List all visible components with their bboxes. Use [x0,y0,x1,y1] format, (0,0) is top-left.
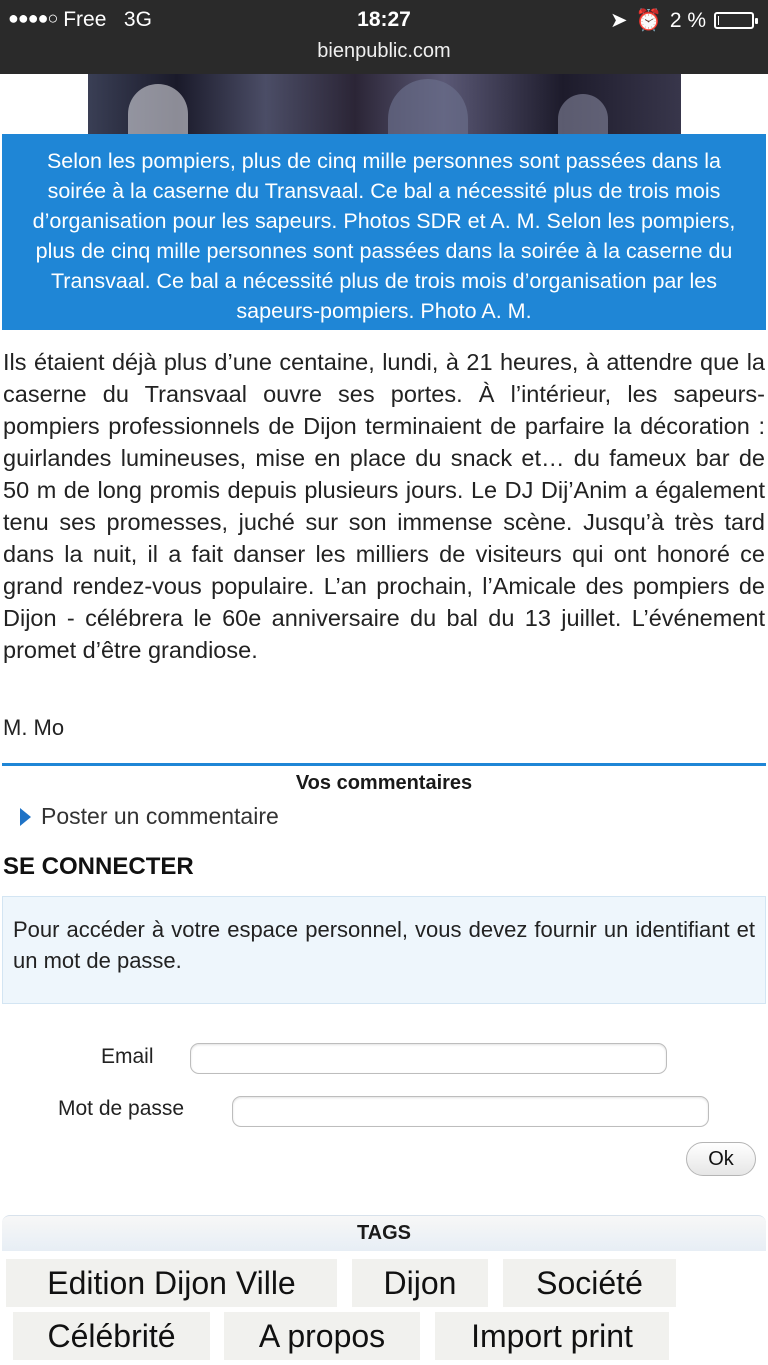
battery-icon [714,12,754,29]
article-author: M. Mo [3,715,65,740]
tag-societe[interactable]: Société [503,1259,676,1307]
battery-level [718,16,719,25]
email-field[interactable] [190,1043,667,1074]
password-label: Mot de passe [58,1097,185,1120]
post-comment-link[interactable] [20,803,279,830]
ok-button[interactable]: Ok [686,1142,756,1176]
login-info-box: Pour accéder à votre espace personnel, vous devez fournir un identifiant et un mot de passe. [2,896,766,1004]
photo-figure [558,94,608,134]
signal-strength-icon: ●●●●○ [8,8,58,28]
comments-title: Vos commentaires [295,772,473,794]
network-type: 3G [123,8,152,31]
alarm-clock-icon: ⏰ [635,8,662,32]
arrow-right-icon [20,808,31,826]
tag-edition-dijon-ville[interactable]: Edition Dijon Ville [6,1259,337,1307]
photo-figure [128,84,188,134]
status-right [610,8,754,33]
post-comment-label: Poster un commentaire [41,803,279,829]
photo-caption: Selon les pompiers, plus de cinq mille personnes sont passées dans la soirée à la caserne du Transvaal. Ce bal a nécessité plus de trois mois d’organisation pour les sapeurs. Photos SDR et A. M. Selon les pompiers, plus de cinq mille personnes sont passées dans la soirée à la caserne du Transvaal. Ce bal a nécessité plus de trois mois d’organisation par les sapeurs-pompiers. Photo A. M. [2,134,766,330]
article-body: Ils étaient déjà plus d’une centaine, lundi, à 21 heures, à attendre que la caserne du Transvaal ouvre ses portes. À l’intérieur, les sapeurs-pompiers professionnels de Dijon terminaient de parfaire la décoration : guirlandes lumineuses, mise en place du snack et… du fameux bar de 50 m de long promis depuis plusieurs jours. Le DJ Dij’Anim a également tenu ses promesses, juché sur son immense scène. Jusqu’à très tard dans la nuit, il a fait danser les milliers de visiteurs qui ont honoré ce grand rendez-vous populaire. L’an prochain, l’Amicale des pompiers de Dijon - célébrera le 60e anniversaire du bal du 13 juillet. L’événement promet d’être grandiose. [3,349,765,663]
status-bar [0,0,768,74]
tag-a-propos[interactable]: A propos [224,1312,420,1360]
article-photo [88,74,681,134]
email-label: Email [101,1045,154,1068]
location-arrow-icon: ➤ [610,9,628,32]
battery-percentage: 2 % [669,8,706,32]
login-title: SE CONNECTER [3,853,194,880]
status-time: 18:27 [357,8,411,31]
comments-divider [2,763,766,766]
address-bar-url[interactable]: bienpublic.com [317,40,451,62]
photo-figure [388,79,468,134]
tags-header: TAGS [2,1215,766,1251]
carrier-name: Free [63,8,107,31]
tag-dijon[interactable]: Dijon [352,1259,488,1307]
tag-import-print[interactable]: Import print [435,1312,669,1360]
tag-celebrite[interactable]: Célébrité [13,1312,210,1360]
password-field[interactable] [232,1096,709,1127]
